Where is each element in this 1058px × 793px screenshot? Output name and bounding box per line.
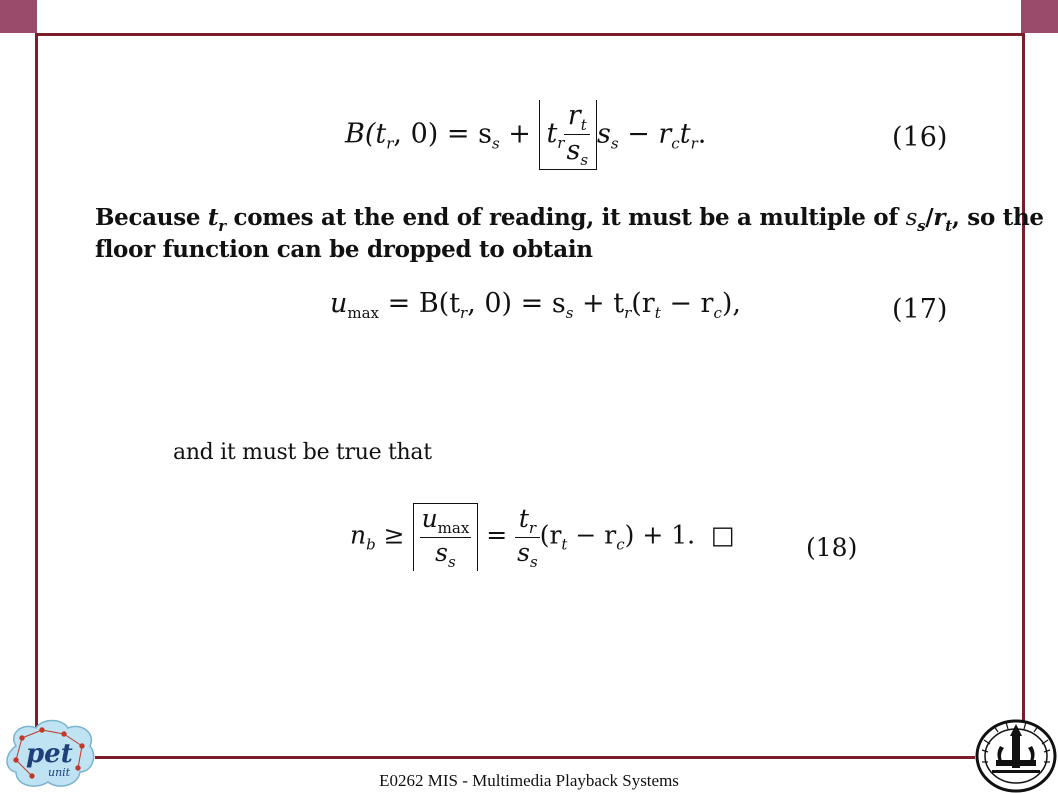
- footer-course-title: E0262 MIS - Multimedia Playback Systems: [379, 771, 679, 790]
- paragraph-and-true: and it must be true that: [173, 440, 432, 465]
- institute-seal-logo: [974, 716, 1058, 793]
- eq16-tail2: t: [679, 118, 691, 150]
- equation-16: [345, 100, 706, 170]
- eq17-lhs-sub: max: [347, 304, 380, 322]
- eq17-r1-sub: t: [654, 304, 661, 322]
- eq18-fden-sub: s: [530, 552, 538, 571]
- equation-17-number: (17): [892, 294, 948, 325]
- eq16-floor-t: t: [546, 118, 558, 149]
- eq17-minus: − r: [660, 288, 714, 319]
- eq18-ge: ≥: [375, 520, 413, 550]
- equation-18: [350, 503, 735, 571]
- eq18-paren: (r: [539, 520, 562, 550]
- paragraph-because: [95, 204, 1044, 235]
- para1-s-sub: s: [917, 217, 926, 235]
- pet-logo-subtext: unit: [48, 766, 71, 779]
- para1-slash: /: [925, 204, 934, 231]
- eq18-lhs-sub: b: [366, 535, 376, 554]
- eq17-paren: (r: [631, 288, 655, 319]
- eq16-num: r: [567, 100, 581, 131]
- eq17-s-sub: s: [565, 304, 574, 322]
- eq17-lhs: u: [330, 288, 348, 319]
- eq18-fnum-sub: r: [528, 518, 537, 537]
- eq16-lhs: B(t: [345, 118, 387, 150]
- eq17-mid: = B(t: [379, 288, 461, 319]
- eq18-lhs: n: [350, 520, 367, 550]
- eq18-ceiling: [413, 503, 479, 571]
- para1-s: s: [905, 205, 918, 231]
- qed-box: □: [711, 520, 735, 550]
- eq16-tail2-sub: r: [690, 134, 698, 153]
- eq16-num-sub: t: [580, 116, 587, 134]
- eq17-mid-sub: r: [460, 304, 468, 322]
- equation-17: [330, 288, 741, 322]
- eq16-lhs-end: , 0) = s: [393, 118, 492, 150]
- eq18-den: s: [435, 538, 448, 567]
- eq18-ceil-fraction: [420, 504, 472, 571]
- eq17-end: ),: [721, 288, 741, 319]
- eq16-plus: +: [499, 118, 540, 150]
- eq17-mid2: , 0) = s: [467, 288, 566, 319]
- para1-r-sub: t: [945, 217, 952, 235]
- eq18-eq: =: [478, 520, 516, 550]
- eq16-fraction: [564, 100, 590, 169]
- para1-b: comes at the end of reading, it must be a multiple of: [225, 204, 906, 231]
- eq16-after-sub: s: [610, 134, 619, 153]
- eq16-s-sub: s: [491, 134, 500, 153]
- eq18-minus: − r: [567, 520, 617, 550]
- eq16-den: s: [566, 135, 581, 166]
- eq17-t-sub: r: [624, 304, 632, 322]
- pet-unit-logo: [2, 716, 98, 792]
- eq16-after: s: [597, 118, 611, 150]
- para1-t: t: [207, 204, 219, 231]
- eq16-lhs-sub: r: [386, 134, 394, 153]
- eq18-fraction: [515, 504, 540, 571]
- eq17-r2-sub: c: [713, 304, 722, 322]
- eq16-floor: [539, 100, 597, 170]
- eq17-plus: + t: [573, 288, 625, 319]
- eq18-den-sub: s: [448, 553, 456, 571]
- para1-a: Because: [95, 204, 208, 231]
- equation-18-number: (18): [806, 533, 858, 562]
- eq16-floor-t-sub: r: [557, 134, 565, 152]
- eq18-r2-sub: c: [616, 535, 625, 554]
- eq18-num: u: [421, 504, 438, 533]
- eq18-fden: s: [517, 537, 530, 567]
- eq18-num-sub: max: [437, 519, 470, 537]
- eq18-r1-sub: t: [561, 535, 568, 554]
- paragraph-floor-line: floor function can be dropped to obtain: [95, 236, 593, 263]
- equation-16-number: (16): [892, 122, 948, 153]
- para1-r: r: [933, 204, 946, 231]
- eq16-tail: − r: [618, 118, 672, 150]
- para1-c: , so the: [951, 204, 1044, 231]
- para1-t-sub: r: [218, 217, 226, 235]
- eq18-end: ) + 1.: [624, 520, 696, 550]
- eq16-tail-sub: c: [671, 134, 680, 153]
- eq18-fnum: t: [518, 503, 529, 533]
- eq16-den-sub: s: [580, 151, 589, 169]
- eq16-end: .: [697, 118, 707, 150]
- pet-logo-text: pet: [26, 739, 73, 769]
